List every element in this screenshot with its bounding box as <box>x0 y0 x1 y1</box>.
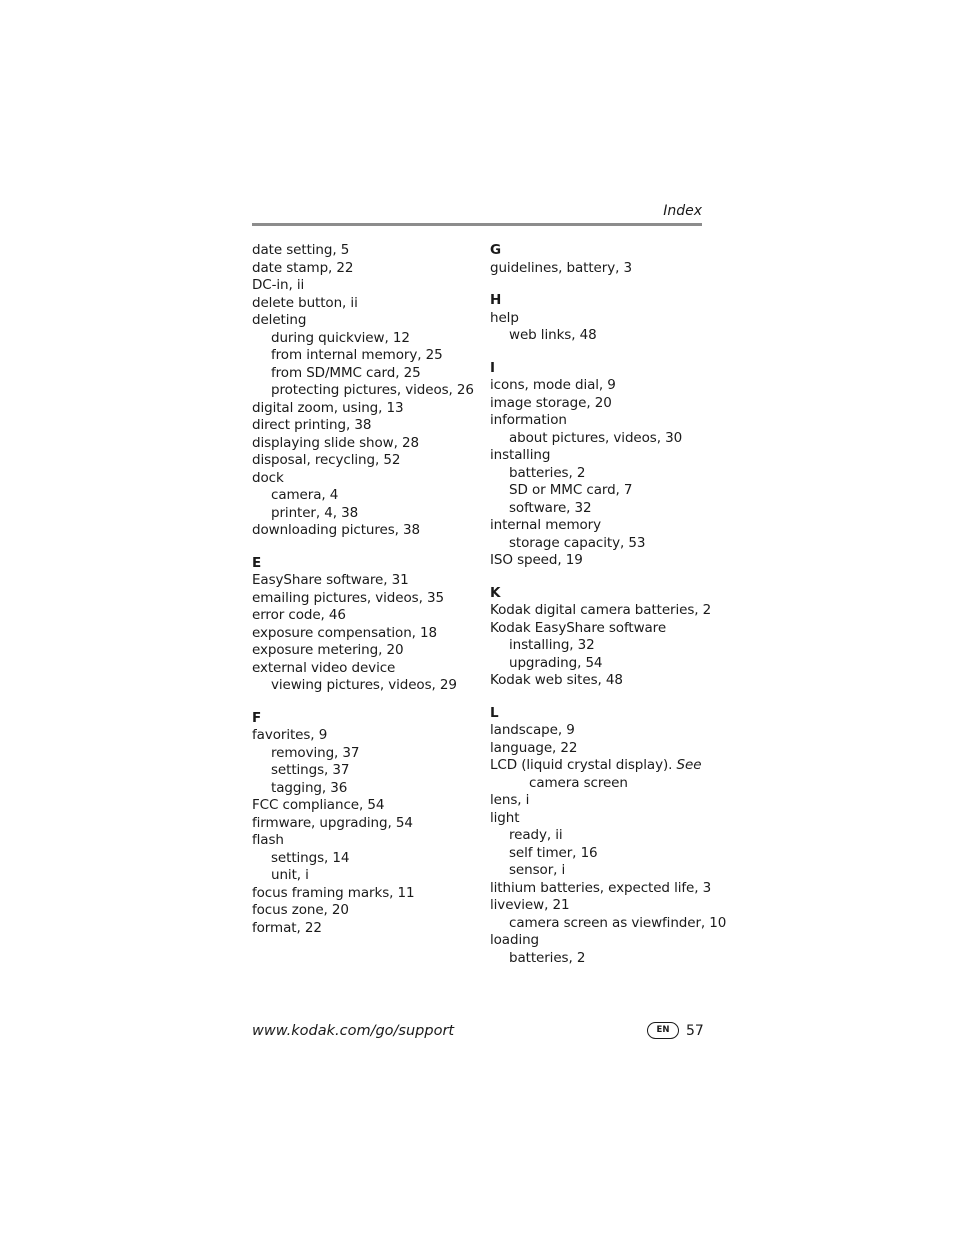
entry-text: date stamp, 22 <box>252 259 354 276</box>
entry-text: loading <box>490 932 540 948</box>
index-letter-heading <box>490 705 712 723</box>
index-subentry <box>490 775 712 793</box>
page-number: 57 <box>686 1023 704 1039</box>
index-subentry <box>252 365 482 383</box>
index-entry <box>252 797 482 815</box>
section-gap <box>490 570 712 585</box>
entry-text: H <box>490 292 502 308</box>
entry-text: lens, i <box>490 792 530 808</box>
index-entry <box>490 377 712 395</box>
index-subentry <box>490 465 712 483</box>
index-entry <box>252 295 482 313</box>
index-subentry <box>490 482 712 500</box>
entry-text: F <box>252 709 262 726</box>
entry-text: format, 22 <box>252 919 322 936</box>
entry-text: deleting <box>252 312 307 328</box>
index-subentry <box>252 745 482 763</box>
entry-text: external video device <box>252 659 396 676</box>
entry-text: from SD/MMC card, 25 <box>271 364 421 381</box>
index-entry <box>252 642 482 660</box>
entry-text: dock <box>252 469 284 486</box>
index-entry <box>252 400 482 418</box>
entry-text: unit, i <box>271 867 309 883</box>
index-entry <box>252 435 482 453</box>
index-letter-heading <box>490 360 712 378</box>
entry-text: self timer, 16 <box>509 844 598 861</box>
entry-text: viewing pictures, videos, 29 <box>271 677 457 693</box>
index-letter-heading <box>490 585 712 603</box>
entry-text: information <box>490 412 567 428</box>
entry-text: camera screen as viewfinder, 10 <box>509 914 727 931</box>
section-gap <box>252 540 482 555</box>
entry-text: E <box>252 554 262 571</box>
index-subentry <box>252 762 482 780</box>
index-entry <box>490 740 712 758</box>
index-entry <box>490 757 712 775</box>
index-letter-heading <box>252 555 482 573</box>
entry-text: from internal memory, 25 <box>271 347 443 363</box>
entry-text: batteries, 2 <box>509 464 586 481</box>
index-entry <box>490 517 712 535</box>
section-gap <box>490 277 712 292</box>
entry-text: help <box>490 309 519 326</box>
entry-text: focus zone, 20 <box>252 902 349 918</box>
index-subentry <box>490 845 712 863</box>
entry-text: protecting pictures, videos, 26 <box>271 382 474 398</box>
index-subentry <box>252 330 482 348</box>
entry-text: EasyShare software, 31 <box>252 572 409 588</box>
entry-text: upgrading, 54 <box>509 654 603 671</box>
entry-text: landscape, 9 <box>490 722 575 738</box>
entry-text: tagging, 36 <box>271 779 348 796</box>
index-subentry <box>252 850 482 868</box>
entry-text: icons, mode dial, 9 <box>490 377 616 393</box>
index-entry <box>252 572 482 590</box>
index-letter-heading <box>490 292 712 310</box>
entry-text: L <box>490 704 499 721</box>
entry-text: ISO speed, 19 <box>490 552 583 568</box>
entry-text: flash <box>252 832 284 848</box>
index-entry <box>490 880 712 898</box>
index-subentry <box>252 867 482 885</box>
index-subentry <box>252 505 482 523</box>
index-entry <box>252 312 482 330</box>
index-entry <box>490 810 712 828</box>
entry-text: exposure compensation, 18 <box>252 624 438 641</box>
index-column-right <box>490 242 727 967</box>
entry-text: settings, 14 <box>271 849 350 866</box>
entry-text: exposure metering, 20 <box>252 642 404 658</box>
entry-text: delete button, ii <box>252 294 358 311</box>
index-subentry <box>252 487 482 505</box>
index-entry <box>490 792 712 810</box>
entry-text: light <box>490 809 520 826</box>
entry-text: favorites, 9 <box>252 727 328 743</box>
entry-text: sensor, i <box>509 862 566 878</box>
entry-text: downloading pictures, 38 <box>252 522 420 538</box>
entry-text: Kodak web sites, 48 <box>490 672 623 688</box>
entry-text: K <box>490 584 501 601</box>
index-entry <box>252 470 482 488</box>
entry-text: guidelines, battery, 3 <box>490 259 632 276</box>
entry-text: G <box>490 242 501 258</box>
index-subentry <box>490 655 712 673</box>
section-gap <box>490 690 712 705</box>
entry-text: date setting, 5 <box>252 242 350 258</box>
index-entry <box>490 620 712 638</box>
entry-text: ready, ii <box>509 827 563 843</box>
footer-support-url: www.kodak.com/go/support <box>252 1023 455 1039</box>
index-subentry <box>490 862 712 880</box>
index-entry <box>252 260 482 278</box>
entry-text: image storage, 20 <box>490 394 612 411</box>
entry-text: direct printing, 38 <box>252 417 372 433</box>
entry-text: during quickview, 12 <box>271 329 410 346</box>
index-entry <box>252 885 482 903</box>
index-entry <box>252 920 482 938</box>
index-entry <box>252 815 482 833</box>
entry-text: Kodak digital camera batteries, 2 <box>490 602 712 618</box>
index-subentry <box>490 914 727 933</box>
section-gap <box>252 695 482 710</box>
entry-text: Kodak EasyShare software <box>490 619 667 636</box>
entry-text: about pictures, videos, 30 <box>509 429 683 446</box>
index-entry <box>490 395 712 413</box>
index-entry <box>252 727 482 745</box>
entry-text: printer, 4, 38 <box>271 504 359 521</box>
index-entry <box>252 277 482 295</box>
entry-text: DC-in, ii <box>252 277 305 293</box>
entry-text: storage capacity, 53 <box>509 534 646 551</box>
page-header-title: Index <box>663 203 702 219</box>
index-entry <box>490 602 712 620</box>
index-entry <box>252 242 482 260</box>
index-entry <box>490 722 712 740</box>
entry-text: SD or MMC card, 7 <box>509 482 633 498</box>
index-subentry <box>252 347 482 365</box>
index-entry <box>490 552 712 570</box>
index-entry <box>252 522 482 540</box>
entry-text: firmware, upgrading, 54 <box>252 814 413 831</box>
entry-text: error code, 46 <box>252 607 346 623</box>
entry-text: displaying slide show, 28 <box>252 434 419 451</box>
entry-text: lithium batteries, expected life, 3 <box>490 879 712 896</box>
see-reference: See <box>676 757 702 773</box>
index-subentry <box>490 327 712 345</box>
entry-text: camera screen <box>529 774 628 791</box>
entry-text: emailing pictures, videos, 35 <box>252 589 444 606</box>
entry-text: settings, 37 <box>271 762 350 778</box>
entry-text: web links, 48 <box>509 327 597 343</box>
index-entry <box>490 310 712 328</box>
index-entry <box>252 452 482 470</box>
entry-text: batteries, 2 <box>509 949 586 966</box>
entry-text: liveview, 21 <box>490 897 570 913</box>
index-subentry <box>490 535 712 553</box>
index-letter-heading <box>252 710 482 728</box>
index-entry <box>252 902 482 920</box>
index-letter-heading <box>490 242 712 260</box>
index-subentry <box>490 950 712 968</box>
entry-text: software, 32 <box>509 499 592 516</box>
language-badge: EN <box>647 1022 679 1039</box>
index-column-left <box>252 242 482 937</box>
index-entry <box>252 660 482 678</box>
index-subentry <box>252 780 482 798</box>
entry-text: digital zoom, using, 13 <box>252 399 404 416</box>
index-subentry <box>490 637 712 655</box>
index-entry <box>252 625 482 643</box>
index-subentry <box>490 430 712 448</box>
index-entry <box>252 590 482 608</box>
index-subentry <box>252 382 482 400</box>
entry-text: installing <box>490 447 551 463</box>
entry-text: camera, 4 <box>271 487 339 503</box>
index-subentry <box>490 827 712 845</box>
index-entry <box>252 417 482 435</box>
entry-text: focus framing marks, 11 <box>252 884 415 901</box>
entry-text: installing, 32 <box>509 637 595 653</box>
index-entry <box>490 897 712 915</box>
entry-text: FCC compliance, 54 <box>252 797 385 813</box>
entry-text: LCD (liquid crystal display). <box>490 757 677 773</box>
index-entry <box>490 412 712 430</box>
index-entry <box>490 932 712 950</box>
index-entry <box>490 672 712 690</box>
entry-text: internal memory <box>490 517 601 533</box>
index-entry <box>252 607 482 625</box>
index-entry <box>490 447 712 465</box>
entry-text: disposal, recycling, 52 <box>252 452 401 468</box>
entry-text: language, 22 <box>490 739 578 756</box>
entry-text: removing, 37 <box>271 744 360 761</box>
header-rule <box>252 223 702 226</box>
index-subentry <box>252 677 482 695</box>
index-subentry <box>490 500 712 518</box>
entry-text: I <box>490 359 495 376</box>
index-entry <box>252 832 482 850</box>
section-gap <box>490 345 712 360</box>
index-entry <box>490 260 712 278</box>
